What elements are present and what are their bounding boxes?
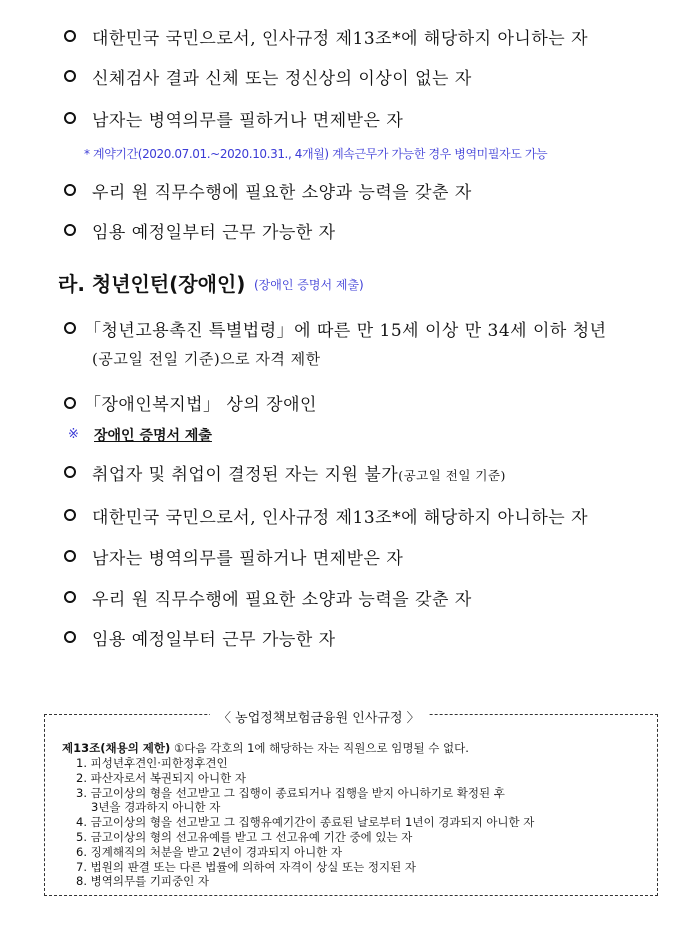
article-item: 7. 법원의 판결 또는 다른 법률에 의하여 자격이 상실 또는 정지된 자 <box>76 859 417 874</box>
article-item: 2. 파산자로서 복권되지 아니한 자 <box>76 770 247 785</box>
item-text: 「청년고용촉진 특별법령」에 따른 만 15세 이상 만 34세 이하 청년 <box>84 321 607 341</box>
bullet-circle-icon <box>64 631 76 643</box>
section-heading-note: (장애인 증명서 제출) <box>254 278 364 292</box>
article-item: 5. 금고이상의 형의 선고유예를 받고 그 선고유예 기간 중에 있는 자 <box>76 829 413 844</box>
bullet-circle-icon <box>64 30 76 42</box>
item-text: 「장애인복지법」 상의 장애인 <box>84 395 317 415</box>
bullet-circle-icon <box>64 224 76 236</box>
article-item: 6. 징계해직의 처분을 받고 2년이 경과되지 아니한 자 <box>76 844 343 859</box>
regulation-title: 〈 농업정책보험금융원 인사규정 〉 <box>210 707 428 726</box>
reference-mark-icon: ※ <box>68 427 79 442</box>
bullet-circle-icon <box>64 322 76 334</box>
item-text: 우리 원 직무수행에 필요한 소양과 능력을 갖춘 자 <box>92 183 472 203</box>
bullet-circle-icon <box>64 550 76 562</box>
article-item: 4. 금고이상의 형을 선고받고 그 집행유예기간이 종료된 날로부터 1년이 경과되지 아니한 자 <box>76 815 535 830</box>
item-text: 우리 원 직무수행에 필요한 소양과 능력을 갖춘 자 <box>92 590 472 610</box>
article-item: 8. 병역의무를 기피중인 자 <box>76 874 210 889</box>
item-text: 임용 예정일부터 근무 가능한 자 <box>92 630 336 650</box>
item-text: 대한민국 국민으로서, 인사규정 제13조*에 해당하지 아니하는 자 <box>92 29 589 49</box>
bullet-circle-icon <box>64 397 76 409</box>
article-item: 1. 피성년후견인·피한정후견인 <box>76 756 228 770</box>
article-items <box>76 756 534 889</box>
bullet-circle-icon <box>64 466 76 478</box>
section-heading: 라. 청년인턴(장애인) <box>58 272 246 296</box>
item-text: 신체검사 결과 신체 또는 정신상의 이상이 없는 자 <box>92 69 472 89</box>
bullet-circle-icon <box>64 509 76 521</box>
item-text: 임용 예정일부터 근무 가능한 자 <box>92 223 336 243</box>
item-text-continued: (공고일 전일 기준)으로 자격 제한 <box>92 350 321 368</box>
certificate-required-label: 장애인 증명서 제출 <box>94 428 212 444</box>
item-main-text: 취업자 및 취업이 결정된 자는 지원 불가 <box>92 465 399 485</box>
item-small-text: (공고일 전일 기준) <box>398 468 506 483</box>
item-text <box>92 460 506 485</box>
bullet-circle-icon <box>64 591 76 603</box>
item-text: 남자는 병역의무를 필하거나 면제받은 자 <box>92 549 404 569</box>
bullet-circle-icon <box>64 70 76 82</box>
bullet-circle-icon <box>64 184 76 196</box>
article-label: 제13조(채용의 제한) <box>62 741 171 755</box>
article-item-continued: 3년을 경과하지 아니한 자 <box>91 800 221 815</box>
article-heading <box>62 740 469 756</box>
item-text: 대한민국 국민으로서, 인사규정 제13조*에 해당하지 아니하는 자 <box>92 508 589 528</box>
article-text: ①다음 각호의 1에 해당하는 자는 직원으로 임명될 수 없다. <box>173 741 469 755</box>
article-item: 3. 금고이상의 형을 선고받고 그 집행이 종료되거나 집행을 받지 아니하기로 확정된 후 <box>76 785 505 800</box>
item-text: 남자는 병역의무를 필하거나 면제받은 자 <box>92 111 404 131</box>
bullet-circle-icon <box>64 112 76 124</box>
contract-note: * 계약기간(2020.07.01.~2020.10.31., 4개월) 계속근무가 가능한 경우 병역미필자도 가능 <box>84 147 548 161</box>
